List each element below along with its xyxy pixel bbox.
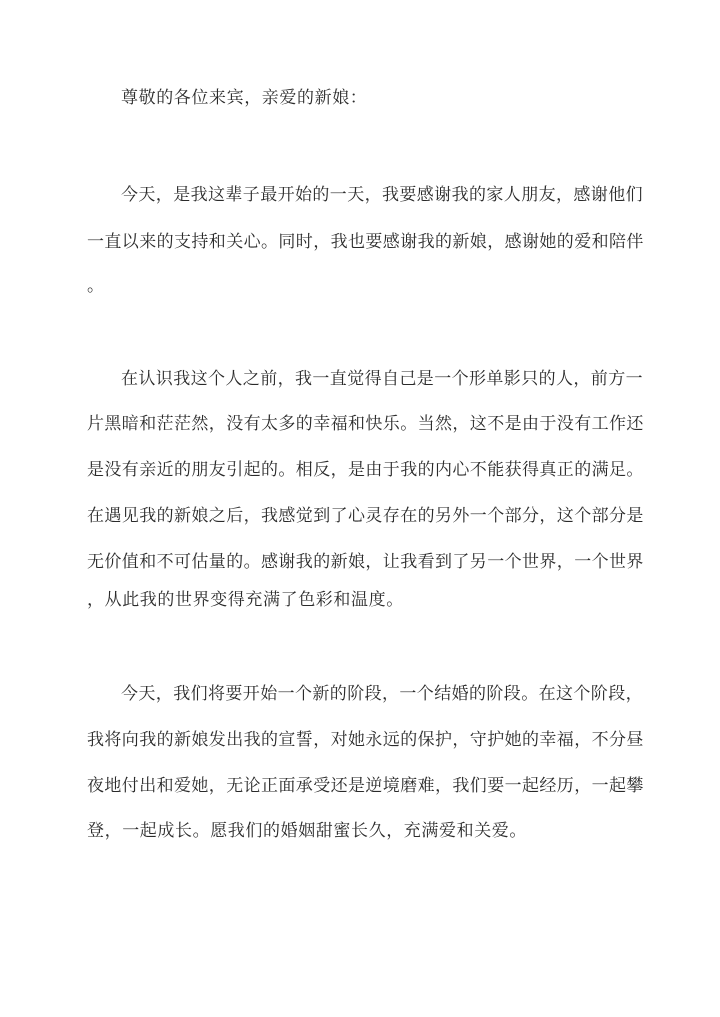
paragraph-line: 我将向我的新娘发出我的宣誓，对她永远的保护，守护她的幸福，不分昼: [87, 730, 644, 750]
paragraph-line: 在认识我这个人之前，我一直觉得自己是一个形单影只的人，前方一: [121, 369, 643, 389]
paragraph-line: 在遇见我的新娘之后，我感觉到了心灵存在的另外一个部分，这个部分是: [87, 506, 644, 526]
paragraph-line: 无价值和不可估量的。感谢我的新娘，让我看到了另一个世界，一个世界: [87, 552, 644, 572]
paragraph-line: 是没有亲近的朋友引起的。相反，是由于我的内心不能获得真正的满足。: [87, 460, 644, 480]
paragraph-line: 今天，是我这辈子最开始的一天，我要感谢我的家人朋友，感谢他们: [121, 185, 643, 205]
paragraph-line: 登，一起成长。愿我们的婚姻甜蜜长久，充满爱和关爱。: [87, 821, 527, 841]
paragraph-line: ，从此我的世界变得充满了色彩和温度。: [87, 590, 404, 610]
paragraph-line: 片黑暗和茫茫然，没有太多的幸福和快乐。当然，这不是由于没有工作还: [87, 414, 644, 434]
paragraph-line: 夜地付出和爱她，无论正面承受还是逆境磨难，我们要一起经历，一起攀: [87, 776, 644, 796]
greeting: 尊敬的各位来宾，亲爱的新娘：: [121, 88, 368, 108]
paragraph-line: 今天，我们将要开始一个新的阶段，一个结婚的阶段。在这个阶段，: [121, 684, 643, 704]
paragraph-line: 。: [87, 276, 105, 296]
paragraph-line: 一直以来的支持和关心。同时，我也要感谢我的新娘，感谢她的爱和陪伴: [87, 232, 644, 252]
